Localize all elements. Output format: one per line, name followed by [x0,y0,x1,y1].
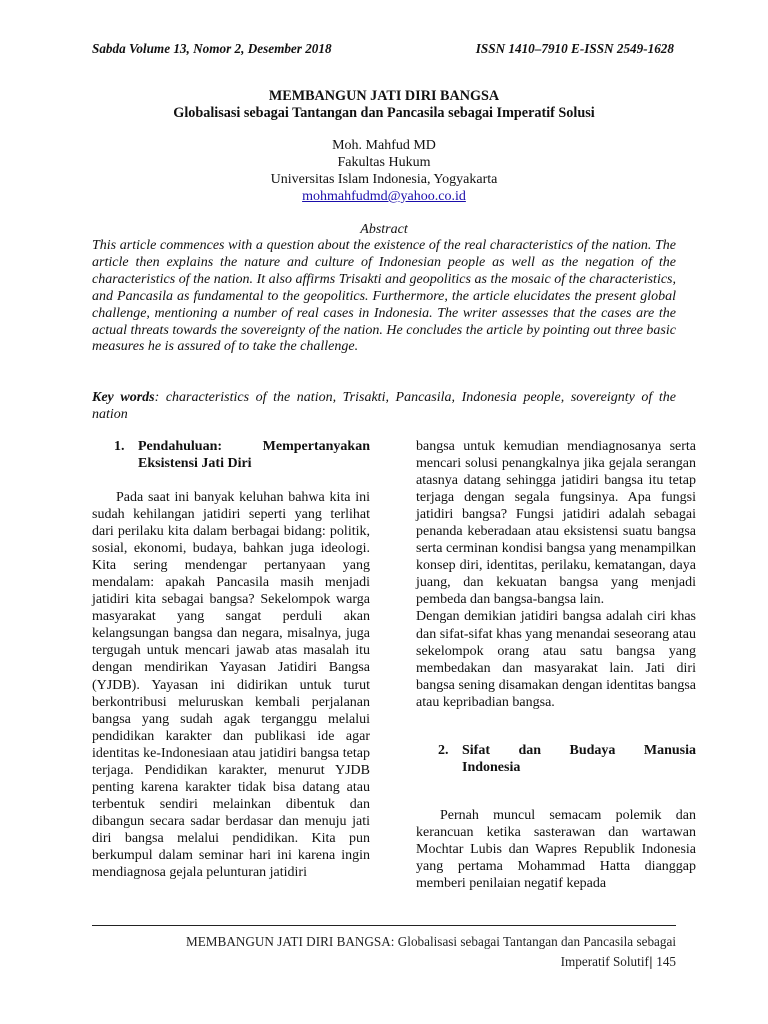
journal-info: Sabda Volume 13, Nomor 2, Desember 2018 [92,41,332,56]
abstract-heading: Abstract [360,222,408,237]
author-email-link[interactable]: mohmahfudmd@yahoo.co.id [302,189,466,204]
section-1-paragraph-3: Dengan demikian jatidiri bangsa adalah ciri khas dan sifat-sifat khas yang menandai seseorang atau sekelompok orang atau satu bangsa yang membedakan dan masyarakat lain. Jati diri bangsa sening disamakan dengan identitas bangsa atau kepribadian bangsa. [416,609,696,710]
right-column [416,438,696,892]
keywords [92,389,676,423]
section-1-paragraph-1: Pada saat ini banyak keluhan bahwa kita ini sudah kehilangan jatidiri seperti yang terlihat dari perilaku kita dalam berbagai bidang: politik, sosial, ekonomi, budaya, bahkan juga ideologi. Kita sering mendengar pertanyaan yang mendalam: apakah Pancasila masih menjadi jatidiri kita sebagai bangsa? Sekelompok warga masyarakat yang sangat perduli akan kelangsungan bangsa dan negara, misalnya, juga tergugah untuk mencari jawab atas masalah itu dengan mendirikan Yayasan Jatidiri Bangsa (YJDB). Yayasan ini didirikan untuk turut berkontribusi meluruskan kembali perjalanan bangsa yang sudah agak terganggu melalui pendidikan karakter dan publikasi ide agar identitas ke-Indonesiaan atau jatidiri bangsa tetap terjaga. Pendidikan karakter, menurut YJDB penting karena karakter tidak bisa datang atau terbentuk sendiri melainkan dibentuk dan dibangun secara sadar berdasar dan menuju jati diri bangsa melalui pendidikan. Kita pun berkumpul dalam seminar hari ini karena ingin mendiagnosa gejala pelunturan jatidiri [92,490,370,881]
section-1-heading [92,438,370,472]
section-2-heading [416,742,696,776]
footer-separator: | [648,955,653,969]
footer-rule [92,925,676,926]
author-faculty: Fakultas Hukum [337,155,431,170]
section-1-title-line2: Eksistensi Jati Diri [138,456,252,471]
issn-info: ISSN 1410–7910 E-ISSN 2549-1628 [475,41,674,56]
abstract-text: This article commences with a question about the existence of the real characteristics of the nation. The article then explains the nature and culture of Indonesian people as well as the negation of the characteristics of the nation. It also affirms Trisakti and geopolitics as the mosaic of the characteristics, and Pancasila as fundamental to the geopolitics. Furthermore, the article elucidates the present global challenge, mentioning a number of real cases in Indonesia. The writer assesses that the cases are the actual threats towards the sovereignty of the nation. He concludes the article by pointing out three basic measures he is assured of to take the challenge. [92,238,676,355]
keywords-text: : characteristics of the nation, Trisakti, Pancasila, Indonesia people, sovereignty of the nation [92,390,677,422]
section-1-title-line1: Pendahuluan: Mempertanyakan [138,439,370,454]
left-column [92,438,370,881]
running-head [92,41,676,57]
footer [92,932,676,972]
title-block [60,88,708,122]
page-number: 145 [656,954,676,969]
section-1-number: 1. [114,439,125,454]
footer-line-1: MEMBANGUN JATI DIRI BANGSA: Globalisasi sebagai Tantangan dan Pancasila sebagai [186,934,676,949]
article-title: MEMBANGUN JATI DIRI BANGSA [268,88,500,104]
author-university: Universitas Islam Indonesia, Yogyakarta [270,172,498,187]
article-subtitle: Globalisasi sebagai Tantangan dan Pancasila sebagai Imperatif Solusi [173,105,595,121]
section-2-number: 2. [438,742,449,758]
section-2-title-line1: Sifat dan Budaya Manusia [462,742,696,758]
keywords-label: Key words [92,390,155,405]
author-name: Moh. Mahfud MD [332,138,436,153]
author-block [60,137,708,205]
section-1-paragraph-2: bangsa untuk kemudian mendiagnosanya serta mencari solusi penangkalnya jika gejala serangan atasnya datang sehingga jatidiri bangsa itu tetap terjaga dengan segala fungsinya. Apa fungsi jatidiri bangsa? Fungsi jatidiri adalah sebagai penanda keberadaan atau eksistensi suatu bangsa serta cerminan kondisi bangsa yang menampilkan konsep diri, identitas, perilaku, kematangan, daya juang, dan kekuatan bangsa yang menjadi pembeda dan bangsa-bangsa lain. [416,439,696,608]
section-2-title-line2: Indonesia [462,759,521,775]
section-2-paragraph-1: Pernah muncul semacam polemik dan kerancuan ketika sasterawan dan wartawan Mochtar Lubis dan Wapres Republik Indonesia yang pertama Mohammad Hatta dianggap memberi penilaian negatif kepada [416,807,696,891]
footer-line-2 [92,952,676,972]
footer-short-title: Imperatif Solutif [560,954,649,969]
